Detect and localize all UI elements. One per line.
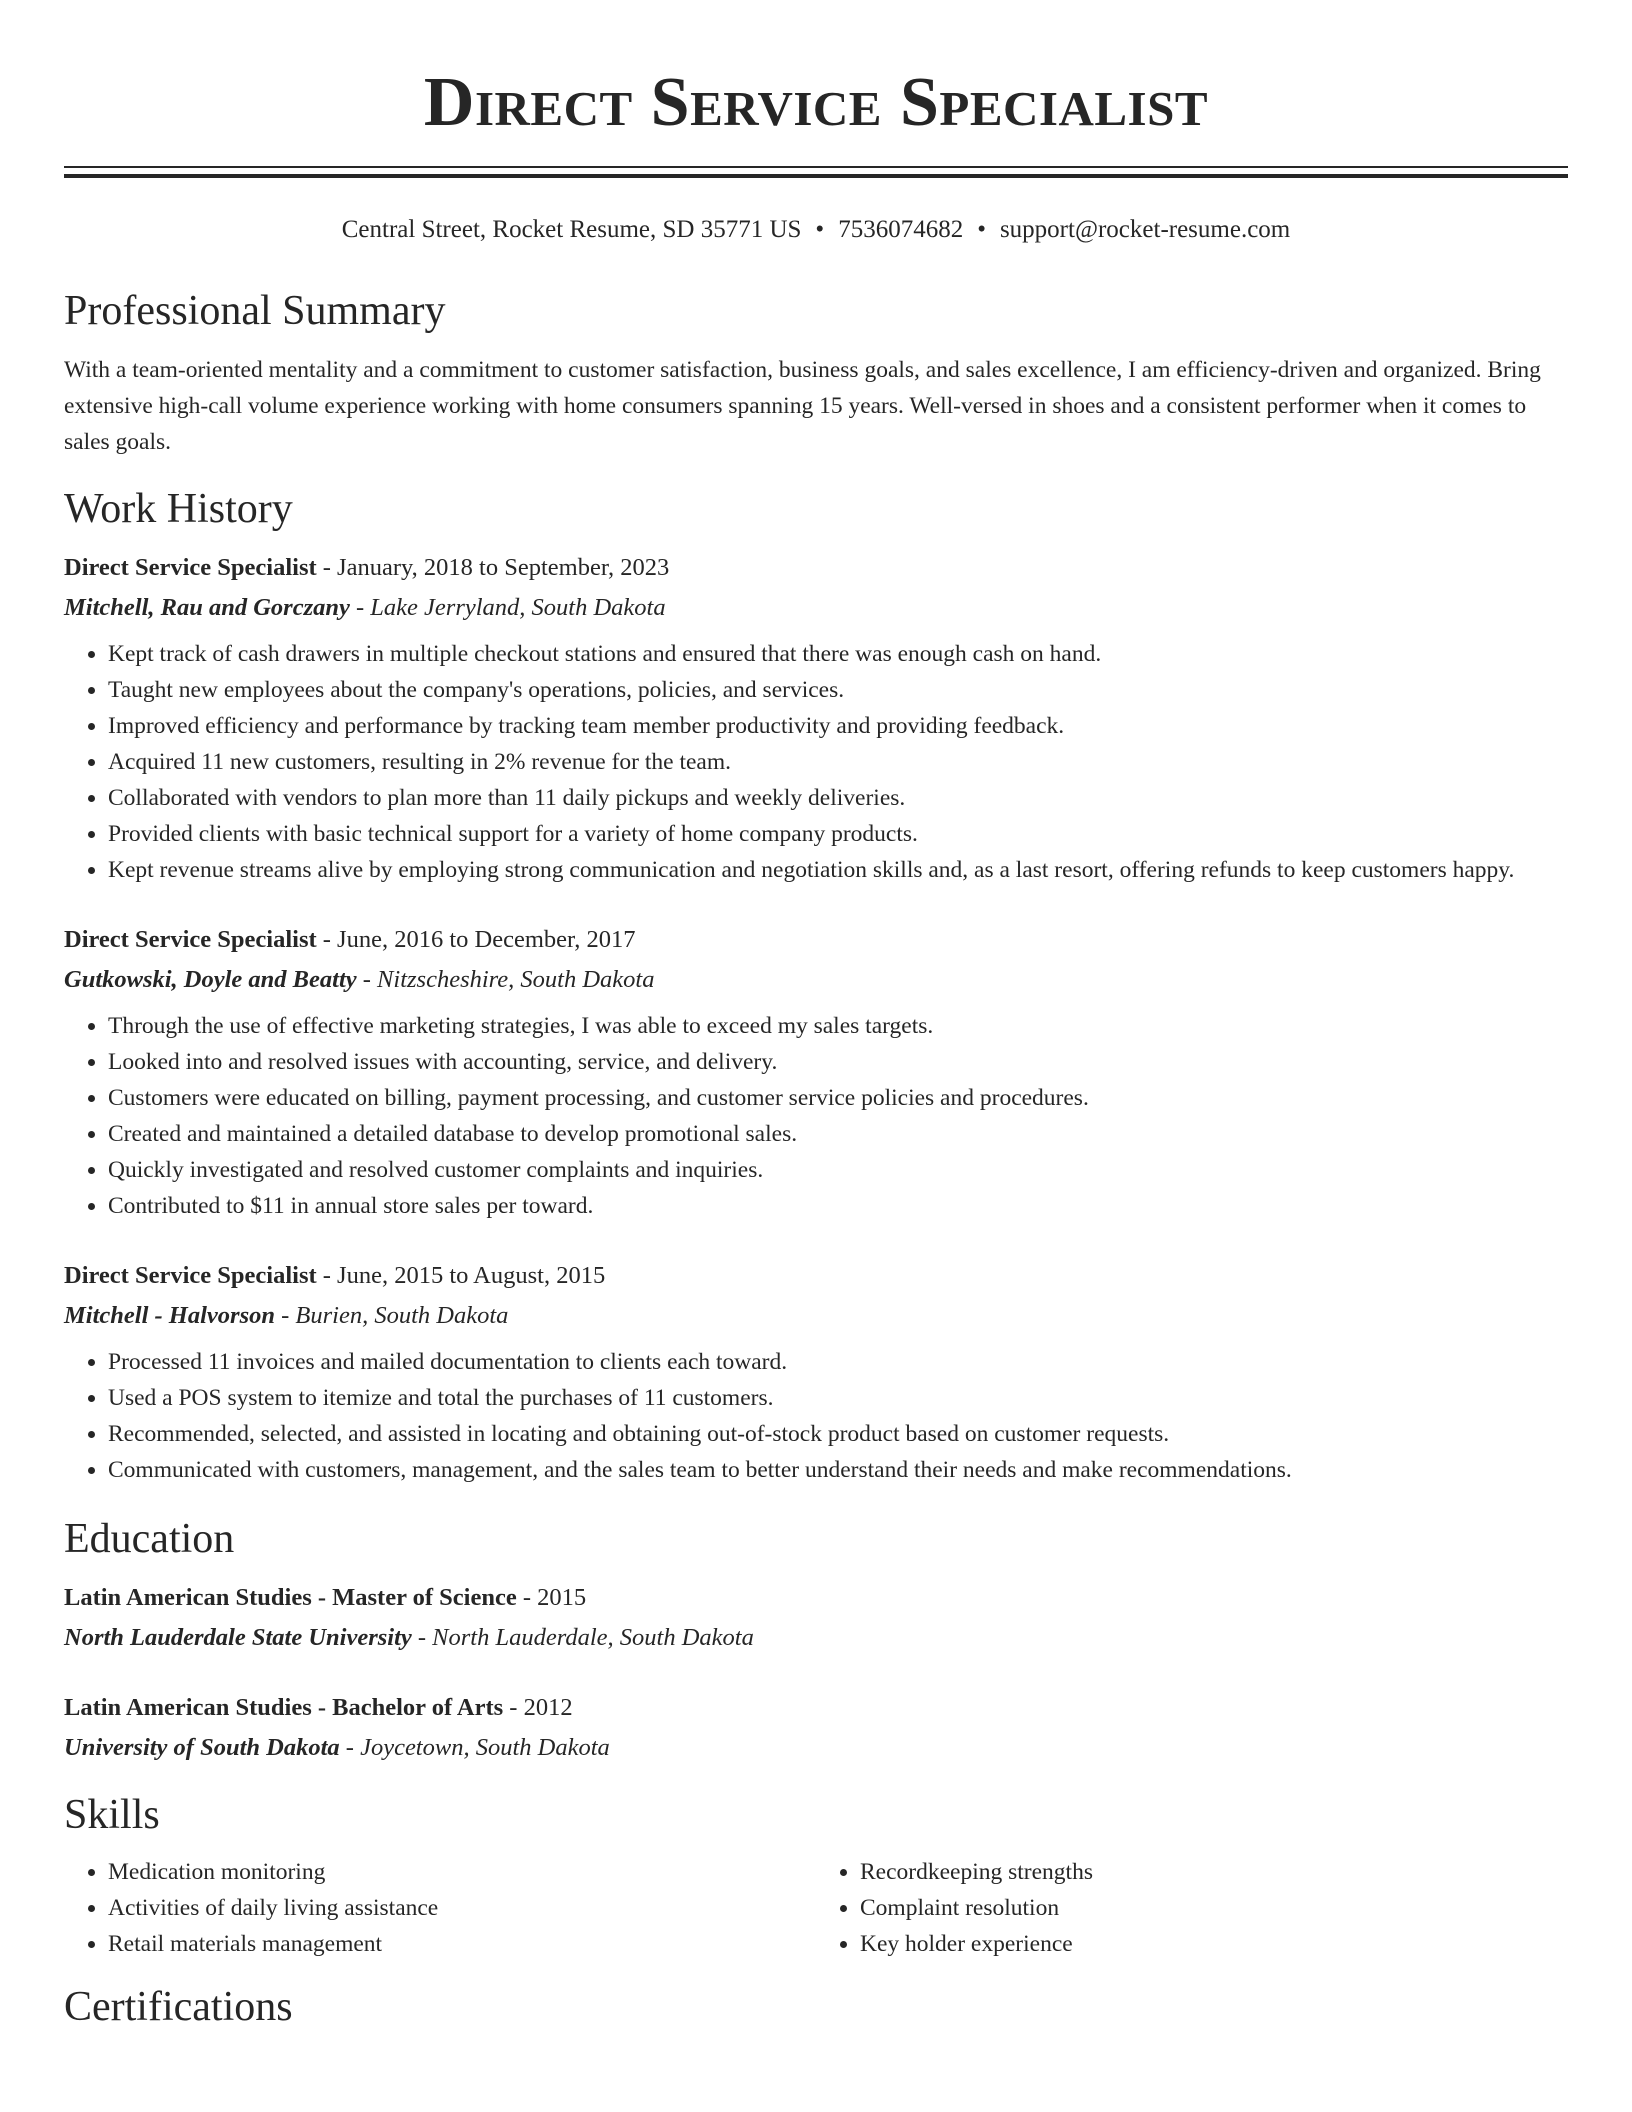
list-item: • Medication monitoring bbox=[108, 1854, 816, 1890]
job-bullets bbox=[64, 636, 1568, 888]
summary-text: With a team-oriented mentality and a commitment to customer satisfaction, business goals, and sales excellence, I am efficiency-driven and organized. Bring extensive high-call volume experience working with home consumers spanning 15 years. Well-versed in shoes and a consistent performer when it comes to sales goals. bbox=[64, 357, 1541, 455]
job-bullets bbox=[64, 1344, 1568, 1488]
education-entry bbox=[64, 1688, 1568, 1768]
header-rule-thick bbox=[64, 174, 1568, 178]
job-company: Mitchell, Rau and Gorczany bbox=[64, 594, 350, 621]
list-item: • Customers were educated on billing, payment processing, and customer service policies and procedures. bbox=[108, 1080, 1568, 1116]
job-title: Direct Service Specialist bbox=[64, 1262, 317, 1289]
list-item: • Collaborated with vendors to plan more than 11 daily pickups and weekly deliveries. bbox=[108, 780, 1568, 816]
resume-page bbox=[64, 0, 1568, 2032]
work-history-heading: Work History bbox=[64, 486, 293, 532]
list-item: • Used a POS system to itemize and total the purchases of 11 customers. bbox=[108, 1380, 1568, 1416]
job-bullets bbox=[64, 1008, 1568, 1224]
list-item: • Through the use of effective marketing strategies, I was able to exceed my sales targets. bbox=[108, 1008, 1568, 1044]
skills-columns bbox=[64, 1854, 1568, 1962]
job-company: Mitchell - Halvorson bbox=[64, 1302, 275, 1329]
degree: Latin American Studies - Master of Science bbox=[64, 1584, 517, 1611]
degree-line bbox=[64, 1578, 1568, 1618]
list-item: • Improved efficiency and performance by tracking team member productivity and providing feedback. bbox=[108, 708, 1568, 744]
education-entry bbox=[64, 1578, 1568, 1658]
list-item: • Key holder experience bbox=[860, 1926, 1568, 1962]
contact-line bbox=[64, 214, 1568, 246]
school-location: - Joycetown, South Dakota bbox=[339, 1734, 610, 1761]
summary-heading: Professional Summary bbox=[64, 288, 446, 334]
job-location: - Nitzscheshire, South Dakota bbox=[356, 966, 655, 993]
job-company-line bbox=[64, 1296, 1568, 1336]
header-rule-thin bbox=[64, 166, 1568, 168]
job-title-line bbox=[64, 1256, 1568, 1296]
list-item: • Recommended, selected, and assisted in locating and obtaining out-of-stock product based on customer requests. bbox=[108, 1416, 1568, 1452]
resume-name: Direct Service Specialist bbox=[423, 64, 1209, 141]
education-heading: Education bbox=[64, 1516, 235, 1562]
list-item: • Communicated with customers, management, and the sales team to better understand their needs and make recommendations. bbox=[108, 1452, 1568, 1488]
contact-email: support@rocket-resume.com bbox=[999, 216, 1291, 243]
list-item: • Taught new employees about the company's operations, policies, and services. bbox=[108, 672, 1568, 708]
list-item: • Kept track of cash drawers in multiple checkout stations and ensured that there was enough cash on hand. bbox=[108, 636, 1568, 672]
job-company-line bbox=[64, 588, 1568, 628]
job-title: Direct Service Specialist bbox=[64, 554, 317, 581]
list-item: • Created and maintained a detailed database to develop promotional sales. bbox=[108, 1116, 1568, 1152]
job-location: - Burien, South Dakota bbox=[274, 1302, 509, 1329]
job-company-line bbox=[64, 960, 1568, 1000]
list-item: • Provided clients with basic technical support for a variety of home company products. bbox=[108, 816, 1568, 852]
list-item: • Quickly investigated and resolved customer complaints and inquiries. bbox=[108, 1152, 1568, 1188]
job-dates: - June, 2015 to August, 2015 bbox=[316, 1262, 606, 1289]
job-title-line bbox=[64, 920, 1568, 960]
list-item: • Retail materials management bbox=[108, 1926, 816, 1962]
list-item: • Activities of daily living assistance bbox=[108, 1890, 816, 1926]
degree: Latin American Studies - Bachelor of Arts bbox=[64, 1694, 504, 1721]
certifications-heading: Certifications bbox=[64, 1984, 293, 2030]
list-item: • Processed 11 invoices and mailed documentation to clients each toward. bbox=[108, 1344, 1568, 1380]
job-entry bbox=[64, 1256, 1568, 1488]
degree-year: - 2015 bbox=[516, 1584, 587, 1611]
contact-separator: • bbox=[977, 216, 986, 243]
job-dates: - June, 2016 to December, 2017 bbox=[316, 926, 636, 953]
list-item: • Acquired 11 new customers, resulting in 2% revenue for the team. bbox=[108, 744, 1568, 780]
contact-phone: 7536074682 bbox=[838, 216, 964, 243]
job-entry bbox=[64, 548, 1568, 888]
job-entry bbox=[64, 920, 1568, 1224]
school-line bbox=[64, 1618, 1568, 1658]
job-location: - Lake Jerryland, South Dakota bbox=[349, 594, 666, 621]
list-item: • Looked into and resolved issues with accounting, service, and delivery. bbox=[108, 1044, 1568, 1080]
job-company: Gutkowski, Doyle and Beatty bbox=[64, 966, 357, 993]
degree-line bbox=[64, 1688, 1568, 1728]
school-line bbox=[64, 1728, 1568, 1768]
skills-list-right bbox=[816, 1854, 1568, 1962]
list-item: • Complaint resolution bbox=[860, 1890, 1568, 1926]
degree-year: - 2012 bbox=[503, 1694, 573, 1721]
school: North Lauderdale State University bbox=[64, 1624, 412, 1651]
contact-address: Central Street, Rocket Resume, SD 35771 US bbox=[341, 216, 802, 243]
school-location: - North Lauderdale, South Dakota bbox=[411, 1624, 754, 1651]
job-dates: - January, 2018 to September, 2023 bbox=[316, 554, 670, 581]
school: University of South Dakota bbox=[64, 1734, 340, 1761]
job-title-line bbox=[64, 548, 1568, 588]
list-item: • Contributed to $11 in annual store sales per toward. bbox=[108, 1188, 1568, 1224]
list-item: • Kept revenue streams alive by employing strong communication and negotiation skills and, as a last resort, offering refunds to keep customers happy. bbox=[108, 852, 1568, 888]
contact-separator: • bbox=[815, 216, 825, 243]
skills-heading: Skills bbox=[64, 1792, 160, 1838]
skills-list-left bbox=[64, 1854, 816, 1962]
list-item: • Recordkeeping strengths bbox=[860, 1854, 1568, 1890]
job-title: Direct Service Specialist bbox=[64, 926, 317, 953]
